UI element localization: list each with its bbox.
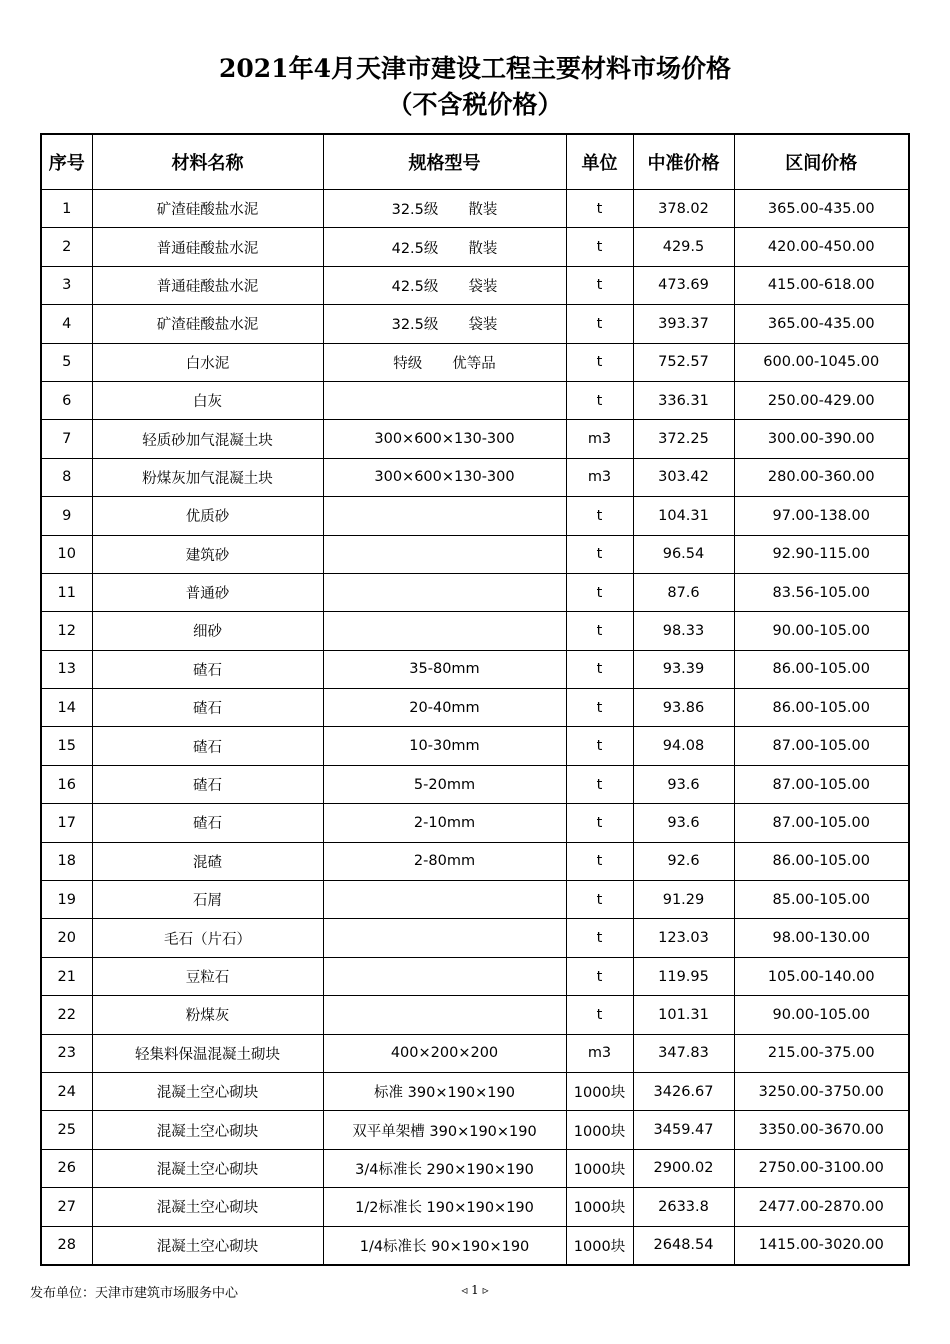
spec-primary: 42.5级 (391, 240, 439, 257)
table-row (41, 727, 909, 765)
cell-no: 8 (41, 458, 92, 496)
cell-unit: t (566, 190, 633, 228)
cell-price: 378.02 (633, 190, 734, 228)
table-row (41, 765, 909, 803)
spec-primary: 5-20mm (413, 776, 476, 793)
cell-unit: m3 (566, 420, 633, 458)
cell-spec (323, 996, 566, 1034)
cell-price: 2900.02 (633, 1149, 734, 1187)
cell-unit: t (566, 497, 633, 535)
cell-range: 1415.00-3020.00 (734, 1226, 909, 1265)
table-row (41, 420, 909, 458)
cell-name: 混凝土空心砌块 (92, 1188, 323, 1226)
cell-range: 105.00-140.00 (734, 957, 909, 995)
cell-range: 3350.00-3670.00 (734, 1111, 909, 1149)
spec-secondary: 袋装 (468, 278, 498, 295)
cell-no: 22 (41, 996, 92, 1034)
cell-spec (323, 343, 566, 381)
table-row (41, 919, 909, 957)
cell-spec (323, 1111, 566, 1149)
cell-no: 10 (41, 535, 92, 573)
cell-name: 粉煤灰 (92, 996, 323, 1034)
spec-primary: 42.5级 (391, 278, 439, 295)
price-table (40, 133, 910, 1266)
table-row (41, 612, 909, 650)
cell-no: 2 (41, 228, 92, 266)
cell-range: 87.00-105.00 (734, 804, 909, 842)
table-row (41, 573, 909, 611)
cell-unit: m3 (566, 1034, 633, 1072)
spec-primary: 20-40mm (409, 699, 480, 716)
cell-price: 393.37 (633, 305, 734, 343)
cell-range: 365.00-435.00 (734, 190, 909, 228)
cell-no: 12 (41, 612, 92, 650)
table-row (41, 497, 909, 535)
cell-no: 6 (41, 381, 92, 419)
cell-no: 4 (41, 305, 92, 343)
page-subtitle: （不含税价格） (387, 90, 563, 119)
cell-price: 336.31 (633, 381, 734, 419)
cell-no: 24 (41, 1072, 92, 1110)
cell-spec (323, 305, 566, 343)
table-row (41, 689, 909, 727)
cell-no: 18 (41, 842, 92, 880)
table-row (41, 458, 909, 496)
cell-unit: t (566, 727, 633, 765)
spec-primary: 2-10mm (413, 814, 476, 831)
cell-unit: t (566, 612, 633, 650)
cell-range: 87.00-105.00 (734, 765, 909, 803)
cell-range: 86.00-105.00 (734, 842, 909, 880)
cell-price: 3459.47 (633, 1111, 734, 1149)
spec-primary: 1/4标准长 90×190×190 (359, 1238, 530, 1255)
spec-primary: 特级 (393, 355, 423, 372)
table-row (41, 190, 909, 228)
cell-spec (323, 420, 566, 458)
cell-unit: t (566, 650, 633, 688)
cell-price: 429.5 (633, 228, 734, 266)
cell-unit: t (566, 881, 633, 919)
cell-spec (323, 650, 566, 688)
cell-spec (323, 881, 566, 919)
cell-name: 矿渣硅酸盐水泥 (92, 305, 323, 343)
cell-no: 15 (41, 727, 92, 765)
cell-range: 83.56-105.00 (734, 573, 909, 611)
header-price: 中准价格 (633, 134, 734, 190)
cell-no: 1 (41, 190, 92, 228)
cell-unit: t (566, 573, 633, 611)
cell-price: 372.25 (633, 420, 734, 458)
cell-name: 建筑砂 (92, 535, 323, 573)
spec-primary: 标准 390×190×190 (374, 1085, 515, 1102)
cell-unit: t (566, 842, 633, 880)
cell-no: 19 (41, 881, 92, 919)
cell-no: 25 (41, 1111, 92, 1149)
table-row (41, 650, 909, 688)
cell-name: 混碴 (92, 842, 323, 880)
cell-name: 普通硅酸盐水泥 (92, 266, 323, 304)
cell-unit: 1000块 (566, 1072, 633, 1110)
cell-unit: m3 (566, 458, 633, 496)
spec-primary: 2-80mm (413, 853, 476, 870)
cell-spec (323, 458, 566, 496)
cell-price: 87.6 (633, 573, 734, 611)
cell-name: 白灰 (92, 381, 323, 419)
cell-range: 90.00-105.00 (734, 996, 909, 1034)
spec-secondary: 优等品 (452, 355, 496, 372)
cell-price: 104.31 (633, 497, 734, 535)
table-row (41, 381, 909, 419)
cell-price: 92.6 (633, 842, 734, 880)
publisher-label: 发布单位：天津市建筑市场服务中心 (30, 1286, 239, 1301)
cell-price: 123.03 (633, 919, 734, 957)
cell-price: 91.29 (633, 881, 734, 919)
cell-spec (323, 1034, 566, 1072)
cell-spec (323, 689, 566, 727)
cell-name: 碴石 (92, 804, 323, 842)
cell-unit: 1000块 (566, 1149, 633, 1187)
table-row (41, 804, 909, 842)
header-spec: 规格型号 (323, 134, 566, 190)
spec-secondary: 散装 (468, 202, 498, 219)
cell-name: 混凝土空心砌块 (92, 1149, 323, 1187)
table-row (41, 1072, 909, 1110)
cell-price: 101.31 (633, 996, 734, 1034)
cell-unit: t (566, 804, 633, 842)
spec-primary: 1/2标准长 190×190×190 (355, 1200, 534, 1217)
cell-range: 365.00-435.00 (734, 305, 909, 343)
cell-price: 119.95 (633, 957, 734, 995)
cell-spec (323, 1226, 566, 1265)
table-row (41, 535, 909, 573)
cell-name: 粉煤灰加气混凝土块 (92, 458, 323, 496)
cell-name: 轻集料保温混凝土砌块 (92, 1034, 323, 1072)
cell-no: 21 (41, 957, 92, 995)
cell-name: 矿渣硅酸盐水泥 (92, 190, 323, 228)
spec-secondary: 袋装 (468, 317, 498, 334)
spec-primary: 400×200×200 (390, 1045, 499, 1062)
cell-unit: t (566, 689, 633, 727)
cell-no: 17 (41, 804, 92, 842)
header-name: 材料名称 (92, 134, 323, 190)
cell-range: 2750.00-3100.00 (734, 1149, 909, 1187)
cell-spec (323, 727, 566, 765)
cell-unit: t (566, 305, 633, 343)
table-row (41, 343, 909, 381)
spec-primary: 10-30mm (409, 738, 480, 755)
cell-name: 石屑 (92, 881, 323, 919)
cell-range: 420.00-450.00 (734, 228, 909, 266)
spec-primary: 300×600×130-300 (374, 431, 515, 448)
cell-price: 94.08 (633, 727, 734, 765)
table-row (41, 1111, 909, 1149)
spec-primary: 32.5级 (391, 202, 439, 219)
cell-unit: 1000块 (566, 1111, 633, 1149)
cell-unit: 1000块 (566, 1188, 633, 1226)
cell-range: 280.00-360.00 (734, 458, 909, 496)
price-table-container (40, 133, 908, 1266)
page-title: 2021年4月天津市建设工程主要材料市场价格 (219, 54, 731, 83)
cell-price: 347.83 (633, 1034, 734, 1072)
table-row (41, 1149, 909, 1187)
cell-no: 3 (41, 266, 92, 304)
cell-price: 303.42 (633, 458, 734, 496)
cell-price: 93.86 (633, 689, 734, 727)
table-header-row (41, 134, 909, 190)
cell-spec (323, 497, 566, 535)
cell-no: 28 (41, 1226, 92, 1265)
spec-primary: 3/4标准长 290×190×190 (355, 1161, 534, 1178)
cell-range: 215.00-375.00 (734, 1034, 909, 1072)
cell-no: 14 (41, 689, 92, 727)
cell-name: 普通硅酸盐水泥 (92, 228, 323, 266)
cell-no: 9 (41, 497, 92, 535)
cell-spec (323, 919, 566, 957)
table-row (41, 842, 909, 880)
page-number: ◃ 1 ▹ (461, 1283, 489, 1297)
table-row (41, 1226, 909, 1265)
cell-range: 600.00-1045.00 (734, 343, 909, 381)
cell-price: 93.6 (633, 804, 734, 842)
cell-no: 11 (41, 573, 92, 611)
cell-spec (323, 381, 566, 419)
cell-spec (323, 573, 566, 611)
cell-name: 碴石 (92, 689, 323, 727)
cell-range: 97.00-138.00 (734, 497, 909, 535)
cell-name: 豆粒石 (92, 957, 323, 995)
header-range: 区间价格 (734, 134, 909, 190)
cell-spec (323, 612, 566, 650)
cell-spec (323, 842, 566, 880)
cell-no: 7 (41, 420, 92, 458)
cell-no: 16 (41, 765, 92, 803)
cell-spec (323, 1149, 566, 1187)
cell-unit: t (566, 919, 633, 957)
cell-range: 86.00-105.00 (734, 689, 909, 727)
cell-name: 普通砂 (92, 573, 323, 611)
table-row (41, 266, 909, 304)
table-row (41, 228, 909, 266)
cell-name: 碴石 (92, 765, 323, 803)
cell-no: 13 (41, 650, 92, 688)
cell-name: 碴石 (92, 727, 323, 765)
cell-range: 98.00-130.00 (734, 919, 909, 957)
cell-range: 92.90-115.00 (734, 535, 909, 573)
cell-spec (323, 535, 566, 573)
cell-price: 2633.8 (633, 1188, 734, 1226)
spec-primary: 32.5级 (391, 317, 439, 334)
cell-no: 20 (41, 919, 92, 957)
cell-price: 98.33 (633, 612, 734, 650)
cell-range: 90.00-105.00 (734, 612, 909, 650)
cell-spec (323, 957, 566, 995)
cell-unit: t (566, 765, 633, 803)
cell-name: 细砂 (92, 612, 323, 650)
table-row (41, 305, 909, 343)
table-body (41, 190, 909, 1265)
cell-unit: t (566, 957, 633, 995)
cell-unit: t (566, 381, 633, 419)
cell-no: 23 (41, 1034, 92, 1072)
cell-unit: t (566, 228, 633, 266)
cell-name: 混凝土空心砌块 (92, 1111, 323, 1149)
cell-unit: t (566, 535, 633, 573)
cell-spec (323, 190, 566, 228)
cell-price: 2648.54 (633, 1226, 734, 1265)
cell-unit: t (566, 266, 633, 304)
cell-spec (323, 804, 566, 842)
table-row (41, 1188, 909, 1226)
cell-range: 87.00-105.00 (734, 727, 909, 765)
cell-unit: 1000块 (566, 1226, 633, 1265)
cell-name: 混凝土空心砌块 (92, 1072, 323, 1110)
cell-spec (323, 1072, 566, 1110)
cell-name: 优质砂 (92, 497, 323, 535)
cell-range: 415.00-618.00 (734, 266, 909, 304)
cell-price: 473.69 (633, 266, 734, 304)
cell-name: 轻质砂加气混凝土块 (92, 420, 323, 458)
spec-primary: 300×600×130-300 (374, 469, 515, 486)
table-row (41, 996, 909, 1034)
cell-no: 5 (41, 343, 92, 381)
cell-price: 752.57 (633, 343, 734, 381)
cell-range: 3250.00-3750.00 (734, 1072, 909, 1110)
table-row (41, 1034, 909, 1072)
cell-range: 250.00-429.00 (734, 381, 909, 419)
cell-name: 毛石（片石） (92, 919, 323, 957)
cell-range: 300.00-390.00 (734, 420, 909, 458)
spec-secondary: 散装 (468, 240, 498, 257)
cell-price: 3426.67 (633, 1072, 734, 1110)
cell-spec (323, 1188, 566, 1226)
cell-spec (323, 228, 566, 266)
cell-no: 26 (41, 1149, 92, 1187)
cell-price: 93.6 (633, 765, 734, 803)
spec-primary: 双平单架槽 390×190×190 (352, 1123, 537, 1140)
cell-range: 86.00-105.00 (734, 650, 909, 688)
cell-spec (323, 765, 566, 803)
cell-name: 混凝土空心砌块 (92, 1226, 323, 1265)
cell-price: 96.54 (633, 535, 734, 573)
cell-unit: t (566, 996, 633, 1034)
header-unit: 单位 (566, 134, 633, 190)
header-no: 序号 (41, 134, 92, 190)
table-row (41, 881, 909, 919)
cell-unit: t (566, 343, 633, 381)
table-row (41, 957, 909, 995)
cell-range: 2477.00-2870.00 (734, 1188, 909, 1226)
cell-name: 碴石 (92, 650, 323, 688)
spec-primary: 35-80mm (409, 661, 480, 678)
cell-name: 白水泥 (92, 343, 323, 381)
cell-range: 85.00-105.00 (734, 881, 909, 919)
cell-no: 27 (41, 1188, 92, 1226)
cell-spec (323, 266, 566, 304)
cell-price: 93.39 (633, 650, 734, 688)
